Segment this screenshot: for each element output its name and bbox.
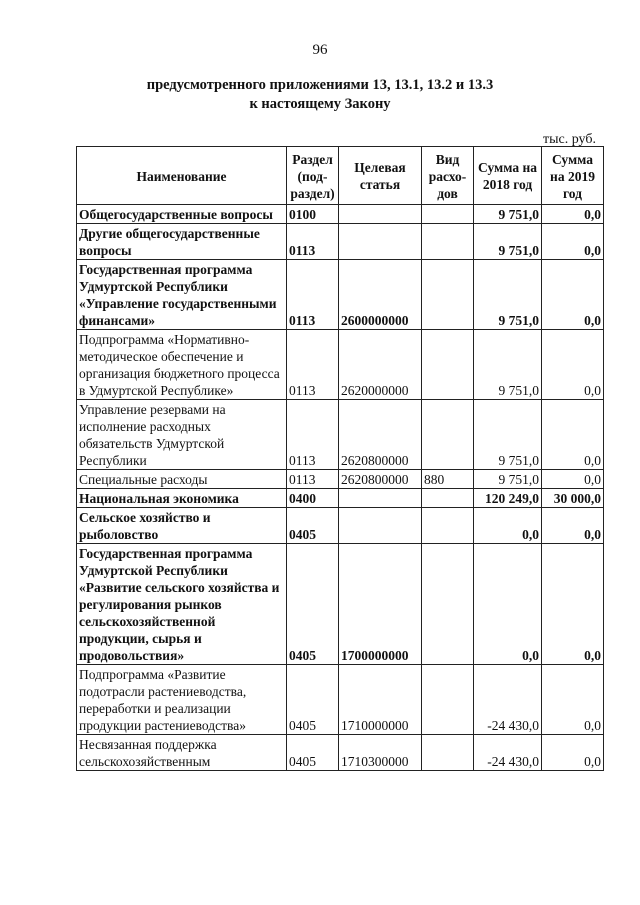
cell-kind <box>422 508 474 544</box>
table-row <box>77 735 604 771</box>
cell-sum-2018: 0,0 <box>474 544 542 665</box>
header-sum-2019: Сумма на 2019 год <box>542 147 604 205</box>
heading-line-2: к настоящему Закону <box>249 96 391 112</box>
header-kind: Вид расхо-дов <box>422 147 474 205</box>
cell-kind: 880 <box>422 470 474 489</box>
cell-target: 1710300000 <box>339 735 422 771</box>
cell-name: Государственная программа Удмуртской Республики «Развитие сельского хозяйства и регулирования рынков сельскохозяйственной продукции, сырья и продовольствия» <box>77 544 287 665</box>
cell-target: 2620000000 <box>339 330 422 400</box>
cell-target <box>339 224 422 260</box>
cell-section: 0113 <box>287 400 339 470</box>
header-target: Целевая статья <box>339 147 422 205</box>
cell-sum-2019: 0,0 <box>542 470 604 489</box>
cell-kind <box>422 544 474 665</box>
cell-kind <box>422 260 474 330</box>
cell-name: Общегосударственные вопросы <box>77 205 287 224</box>
cell-name: Несвязанная поддержка сельскохозяйственным <box>77 735 287 771</box>
cell-section: 0405 <box>287 735 339 771</box>
cell-sum-2019: 0,0 <box>542 260 604 330</box>
cell-section: 0400 <box>287 489 339 508</box>
cell-section: 0113 <box>287 330 339 400</box>
table-row <box>77 330 604 400</box>
cell-sum-2018: 9 751,0 <box>474 205 542 224</box>
cell-target: 2620800000 <box>339 470 422 489</box>
table-row <box>77 470 604 489</box>
table-row <box>77 224 604 260</box>
cell-name: Подпрограмма «Нормативно-методическое обеспечение и организация бюджетного процесса в Удмуртской Республике» <box>77 330 287 400</box>
cell-sum-2019: 0,0 <box>542 544 604 665</box>
cell-target: 1710000000 <box>339 665 422 735</box>
cell-sum-2019: 0,0 <box>542 224 604 260</box>
cell-section: 0405 <box>287 665 339 735</box>
cell-sum-2018: -24 430,0 <box>474 665 542 735</box>
cell-sum-2019: 0,0 <box>542 508 604 544</box>
header-name: Наименование <box>77 147 287 205</box>
cell-name: Сельское хозяйство и рыболовство <box>77 508 287 544</box>
cell-name: Государственная программа Удмуртской Республики «Управление государственными финансами» <box>77 260 287 330</box>
cell-kind <box>422 665 474 735</box>
cell-sum-2018: 9 751,0 <box>474 400 542 470</box>
cell-target: 1700000000 <box>339 544 422 665</box>
cell-kind <box>422 330 474 400</box>
cell-name: Другие общегосударственные вопросы <box>77 224 287 260</box>
cell-sum-2019: 0,0 <box>542 205 604 224</box>
cell-kind <box>422 400 474 470</box>
cell-sum-2018: 9 751,0 <box>474 260 542 330</box>
cell-sum-2018: 9 751,0 <box>474 470 542 489</box>
cell-target: 2620800000 <box>339 400 422 470</box>
table-body <box>77 205 604 771</box>
cell-sum-2019: 0,0 <box>542 665 604 735</box>
cell-kind <box>422 224 474 260</box>
cell-sum-2018: 9 751,0 <box>474 330 542 400</box>
cell-sum-2018: 9 751,0 <box>474 224 542 260</box>
cell-section: 0113 <box>287 470 339 489</box>
cell-target <box>339 489 422 508</box>
cell-kind <box>422 735 474 771</box>
units-label: тыс. руб. <box>543 132 596 147</box>
heading-line-1: предусмотренного приложениями 13, 13.1, 13.2 и 13.3 <box>146 77 494 93</box>
cell-name: Специальные расходы <box>77 470 287 489</box>
cell-kind <box>422 489 474 508</box>
cell-sum-2019: 0,0 <box>542 330 604 400</box>
cell-kind <box>422 205 474 224</box>
table-row <box>77 508 604 544</box>
cell-section: 0100 <box>287 205 339 224</box>
table-row <box>77 400 604 470</box>
cell-target: 2600000000 <box>339 260 422 330</box>
cell-sum-2018: 0,0 <box>474 508 542 544</box>
cell-section: 0405 <box>287 544 339 665</box>
cell-sum-2019: 0,0 <box>542 400 604 470</box>
header-sum-2018: Сумма на 2018 год <box>474 147 542 205</box>
cell-sum-2018: 120 249,0 <box>474 489 542 508</box>
table-header-row <box>77 147 604 205</box>
table-row <box>77 544 604 665</box>
table-row <box>77 260 604 330</box>
cell-section: 0113 <box>287 260 339 330</box>
cell-name: Национальная экономика <box>77 489 287 508</box>
cell-sum-2018: -24 430,0 <box>474 735 542 771</box>
cell-sum-2019: 0,0 <box>542 735 604 771</box>
cell-target <box>339 205 422 224</box>
budget-table <box>76 146 604 771</box>
table-row <box>77 665 604 735</box>
table-row <box>77 489 604 508</box>
cell-section: 0113 <box>287 224 339 260</box>
cell-sum-2019: 30 000,0 <box>542 489 604 508</box>
cell-section: 0405 <box>287 508 339 544</box>
table-row <box>77 205 604 224</box>
document-heading <box>0 76 640 114</box>
cell-name: Управление резервами на исполнение расходных обязательств Удмуртской Республики <box>77 400 287 470</box>
header-section: Раздел (под-раздел) <box>287 147 339 205</box>
page-number: 96 <box>312 42 328 58</box>
cell-target <box>339 508 422 544</box>
cell-name: Подпрограмма «Развитие подотрасли растениеводства, переработки и реализации продукции растениеводства» <box>77 665 287 735</box>
